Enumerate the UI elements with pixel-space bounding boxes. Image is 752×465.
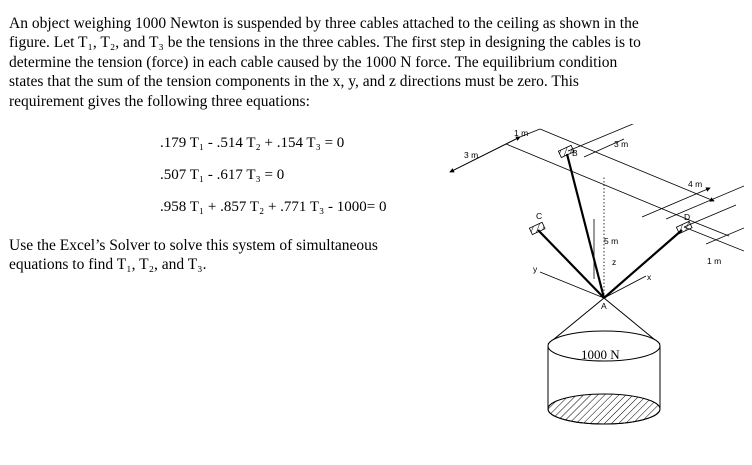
- cables: [538, 154, 682, 298]
- label-4m: 4 m: [688, 179, 703, 189]
- cable-b: [567, 154, 604, 298]
- label-point-a: A: [601, 301, 607, 311]
- instruction-line-2: equations to find T₁, T₂, and T₃.: [9, 256, 207, 273]
- label-axis-x: x: [647, 272, 652, 282]
- instructions: [9, 236, 429, 274]
- label-3m-right: 3 m: [614, 139, 629, 149]
- label-point-d: D: [684, 212, 691, 222]
- label-1m-top: 1 m: [514, 128, 529, 138]
- label-point-c: C: [536, 211, 543, 221]
- intro-line-3: determine the tension (force) in each cable caused by the 1000 N force. The equilibrium condition: [9, 53, 618, 71]
- instruction-line-1: Use the Excel’s Solver to solve this system of simultaneous: [9, 237, 378, 254]
- equation-3: .958 T₁ + .857 T₂ + .771 T₃ - 1000= 0: [160, 199, 387, 215]
- cable-figure: [444, 124, 744, 429]
- weight-label: 1000 N: [581, 347, 620, 362]
- label-3m-left: 3 m: [464, 150, 479, 160]
- label-1m-right: 1 m: [707, 256, 722, 266]
- equation-1: .179 T₁ - .514 T₂ + .154 T₃ = 0: [160, 135, 345, 151]
- label-axis-z: z: [612, 257, 617, 267]
- intro-line-1: An object weighing 1000 Newton is suspended by three cables attached to the ceiling as shown in the: [9, 15, 639, 32]
- label-axis-y: y: [533, 264, 538, 274]
- label-5m: 5 m: [604, 236, 619, 246]
- problem-statement: [9, 14, 744, 111]
- anchor-c: [529, 222, 545, 234]
- weight-cylinder: [548, 331, 660, 424]
- intro-line-4: states that the sum of the tension components in the x, y, and z directions must be zero. This: [9, 73, 579, 91]
- intro-line-5: requirement gives the following three equations:: [9, 92, 310, 110]
- intro-line-2: figure. Let T₁, T₂, and T₃ be the tensions in the three cables. The first step in designing the cables is to: [9, 34, 641, 52]
- label-point-b: B: [572, 148, 578, 158]
- coordinate-axes: [540, 176, 646, 298]
- equation-2: .507 T₁ - .617 T₃ = 0: [160, 167, 285, 183]
